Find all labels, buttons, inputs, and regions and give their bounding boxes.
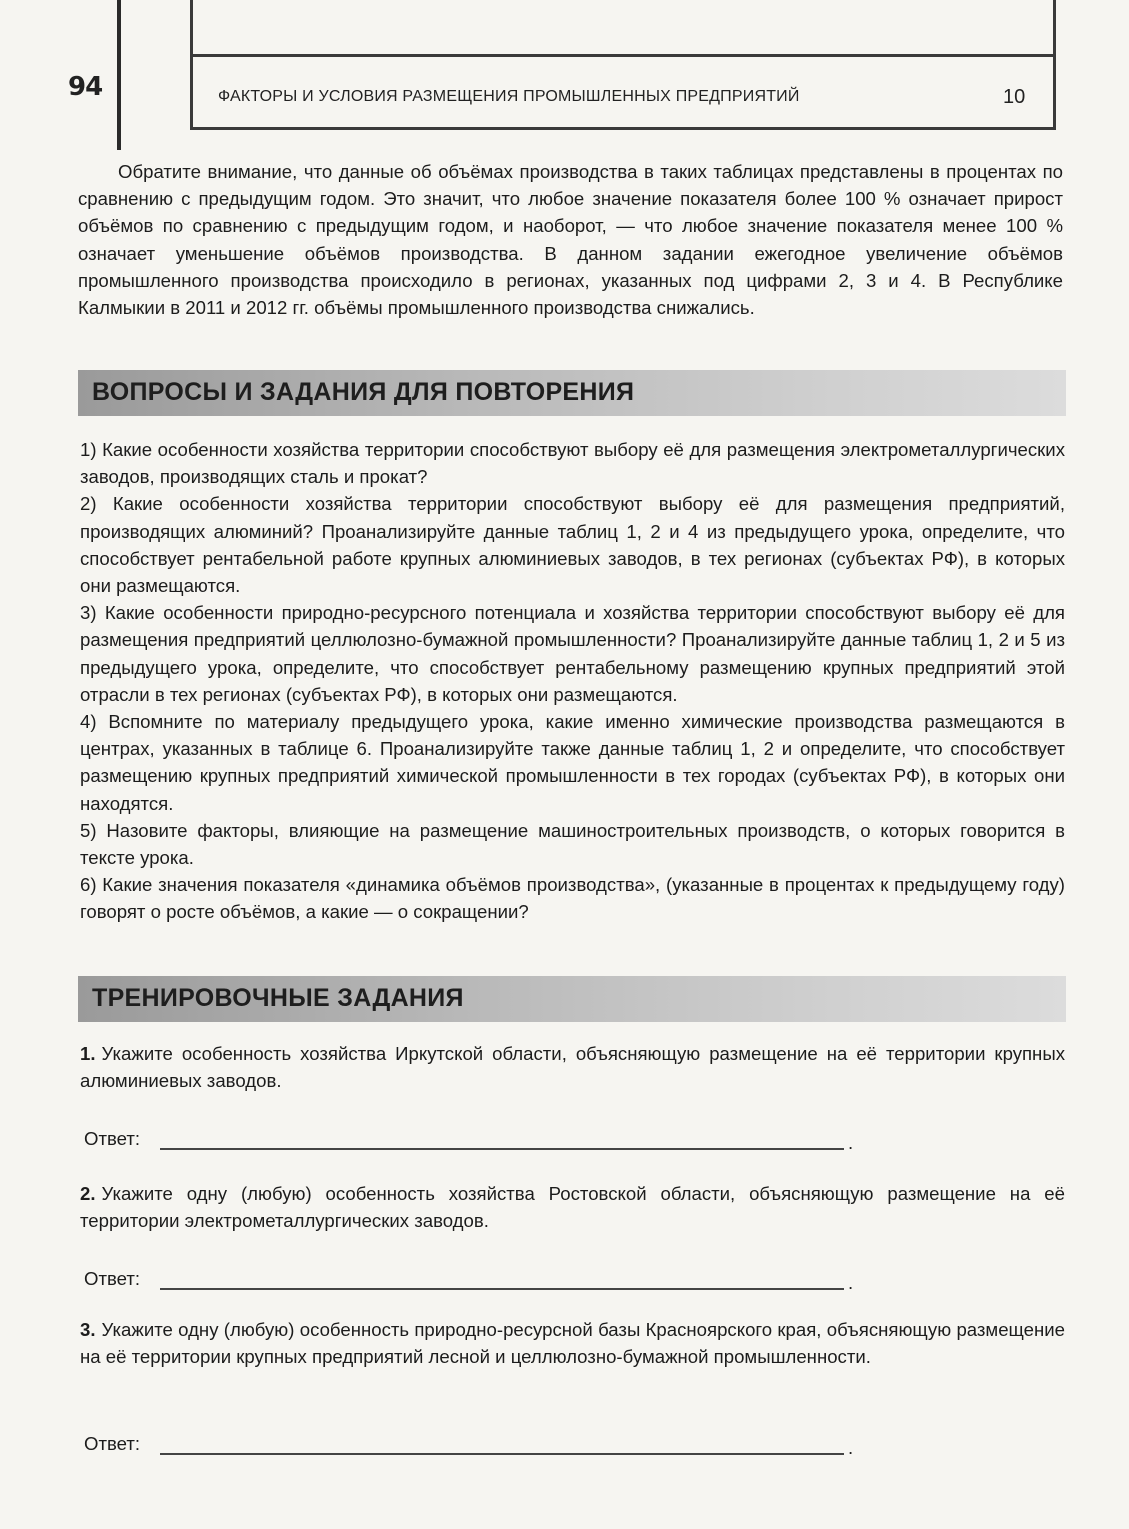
- training-task-2: [80, 1180, 1065, 1234]
- answer-label: Ответ:: [84, 1433, 141, 1454]
- margin-bar: [117, 0, 121, 150]
- question-item: 5) Назовите факторы, влияющие на размещение машиностроительных производств, о которых говорится в тексте урока.: [80, 819, 1065, 869]
- task-number: 2.: [80, 1183, 96, 1204]
- lesson-number: 10: [1003, 86, 1026, 108]
- review-section-title: ВОПРОСЫ И ЗАДАНИЯ ДЛЯ ПОВТОРЕНИЯ: [92, 378, 635, 406]
- task-text: Укажите особенность хозяйства Иркутской области, объясняющую размещение на её территории крупных алюминиевых заводов.: [80, 1043, 1065, 1092]
- training-task-1: [80, 1040, 1065, 1094]
- task-number: 3.: [80, 1319, 96, 1340]
- answer-line[interactable]: [160, 1453, 844, 1455]
- answer-field-2[interactable]: [84, 1268, 854, 1293]
- question-item: 6) Какие значения показателя «динамика объёмов производства», (указанные в процентах к предыдущему году) говорят о росте объёмов, а какие — о сокращении?: [80, 874, 1065, 923]
- question-item: 1) Какие особенности хозяйства территории способствуют выбору её для размещения электрометаллургических заводов, производящих сталь и прокат?: [80, 439, 1065, 488]
- answer-field-3[interactable]: [84, 1433, 854, 1458]
- review-questions: [80, 436, 1065, 926]
- training-section-title: ТРЕНИРОВОЧНЫЕ ЗАДАНИЯ: [92, 984, 464, 1012]
- page-number: 94: [68, 72, 103, 102]
- answer-field-1[interactable]: [84, 1128, 854, 1153]
- header-frame-top: [190, 54, 1056, 57]
- answer-line[interactable]: [160, 1288, 844, 1290]
- question-item: 2) Какие особенности хозяйства территории способствуют выбору её для размещения предприятий, производящих алюминий? Проанализируйте данные таблиц 1, 2 и 4 из предыдущего урока, определите, что способствует рентабельной работе крупных алюминиевых заводов, в тех регионах (субъектах РФ), в которых они размещаются.: [80, 493, 1065, 597]
- training-task-3: [80, 1316, 1065, 1370]
- task-text: Укажите одну (любую) особенность природно-ресурсной базы Красноярского края, объясняющую размещение на её территории крупных предприятий лесной и целлюлозно-бумажной промышленности.: [80, 1319, 1065, 1368]
- task-text: Укажите одну (любую) особенность хозяйства Ростовской области, объясняющую размещение на её территории электрометаллургических заводов.: [80, 1183, 1065, 1232]
- intro-paragraph: Обратите внимание, что данные об объёмах производства в таких таблицах представлены в процентах по сравнению с предыдущим годом. Это значит, что любое значение показателя более 100 % означает прирост объёмов по сравнению с предыдущим годом, и наоборот, — что любое значение показателя менее 100 % означает уменьшение объёмов производства. В данном задании ежегодное увеличение объёмов промышленного производства происходило в регионах, указанных под цифрами 2, 3 и 4. В Республике Калмыкии в 2011 и 2012 гг. объёмы промышленного производства снижались.: [78, 161, 1063, 319]
- answer-end-dot: .: [848, 1132, 854, 1153]
- answer-end-dot: .: [848, 1437, 854, 1458]
- chapter-title: ФАКТОРЫ И УСЛОВИЯ РАЗМЕЩЕНИЯ ПРОМЫШЛЕННЫХ ПРЕДПРИЯТИЙ: [218, 88, 800, 105]
- review-section-header: [78, 370, 1066, 416]
- task-number: 1.: [80, 1043, 96, 1064]
- training-section-header: [78, 976, 1066, 1022]
- answer-label: Ответ:: [84, 1128, 141, 1149]
- answer-line[interactable]: [160, 1148, 844, 1150]
- question-item: 3) Какие особенности природно-ресурсного потенциала и хозяйства территории способствуют выбору её для размещения предприятий целлюлозно-бумажной промышленности? Проанализируйте данные таблиц 1, 2 и 5 из предыдущего урока, определите, что способствует рентабельному размещению крупных предприятий этой отрасли в тех регионах (субъектах РФ), в которых они размещаются.: [80, 602, 1065, 705]
- answer-end-dot: .: [848, 1272, 854, 1293]
- answer-label: Ответ:: [84, 1268, 141, 1289]
- question-item: 4) Вспомните по материалу предыдущего урока, какие именно химические производства размещаются в центрах, указанных в таблице 6. Проанализируйте также данные таблиц 1, 2 и определите, что способствует размещению крупных предприятий химической промышленности в тех городах (субъектах РФ), в которых они находятся.: [80, 711, 1065, 814]
